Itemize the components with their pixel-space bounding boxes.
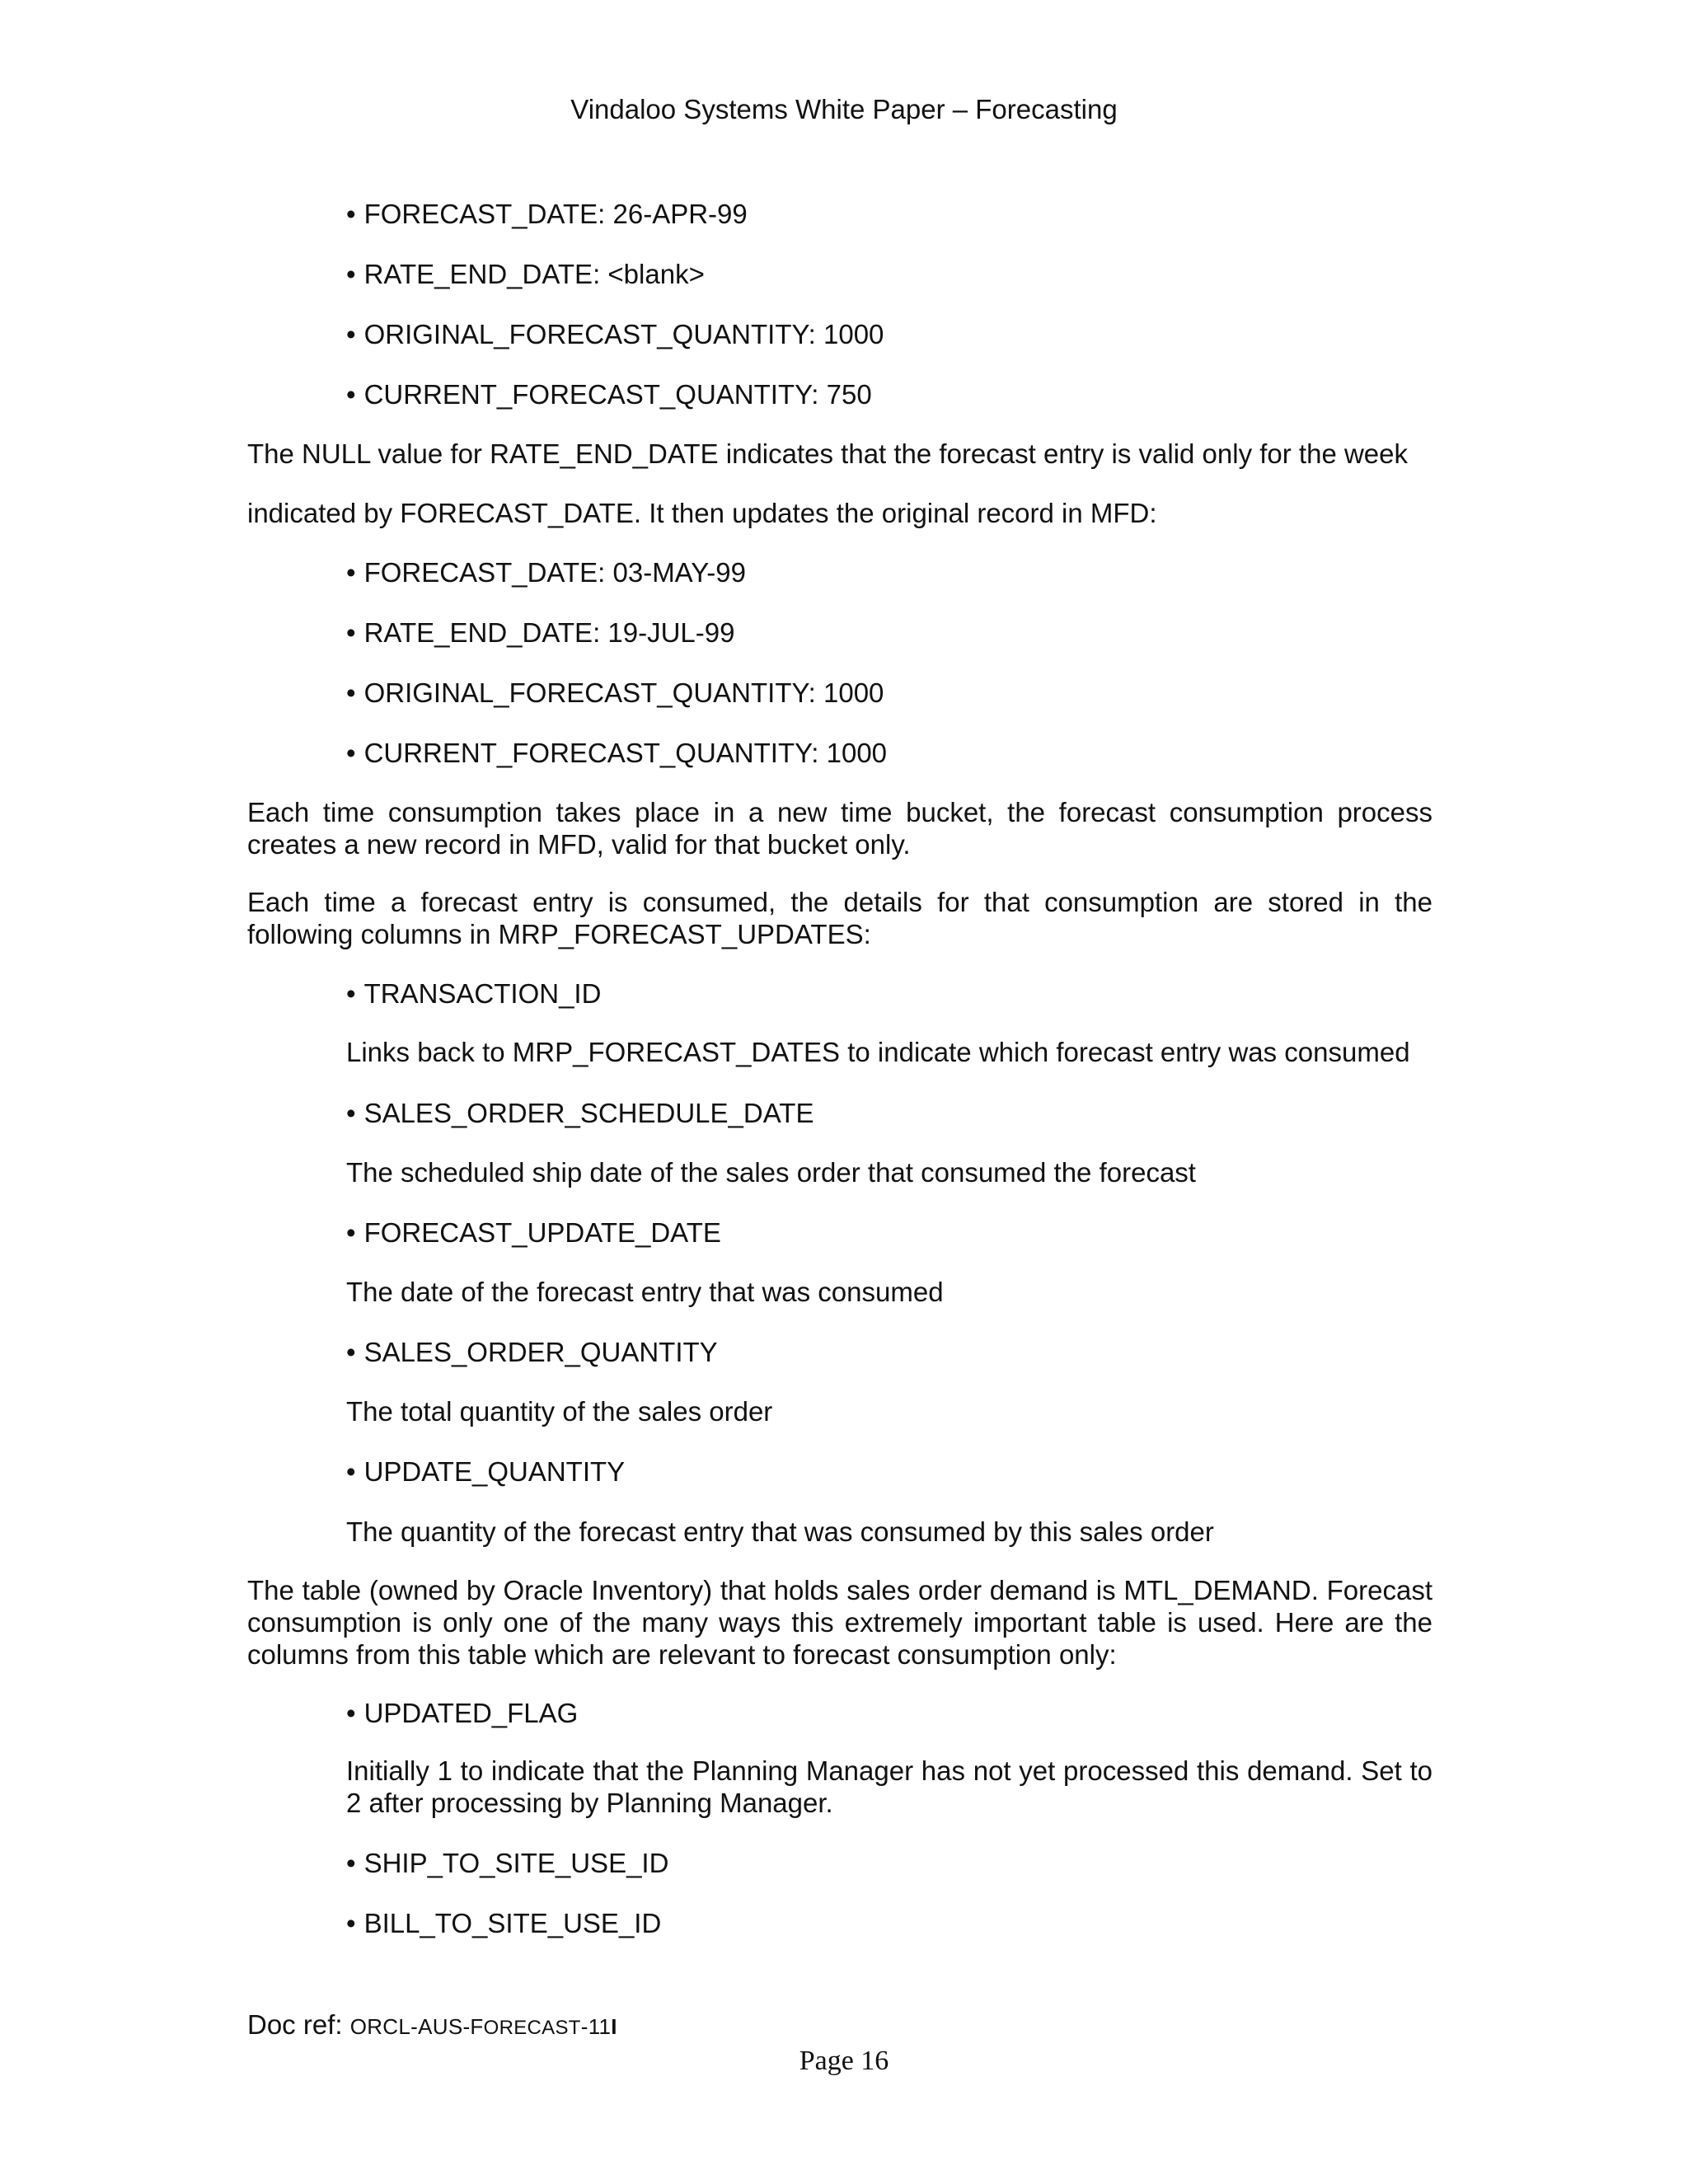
column-bullet: • SHIP_TO_SITE_USE_ID bbox=[346, 1848, 669, 1878]
bullet-item: • FORECAST_DATE: 03-MAY-99 bbox=[346, 557, 746, 588]
bullet-item: • RATE_END_DATE: <blank> bbox=[346, 259, 705, 289]
bullet-icon: • bbox=[346, 677, 356, 708]
page-header-title: Vindaloo Systems White Paper – Forecasting bbox=[570, 94, 1118, 124]
bullet-item: • RATE_END_DATE: 19-JUL-99 bbox=[346, 617, 735, 648]
bullet-icon: • bbox=[346, 978, 356, 1009]
bullet-icon: • bbox=[346, 379, 356, 410]
column-description: The scheduled ship date of the sales order that consumed the forecast bbox=[346, 1157, 1196, 1188]
doc-reference: Doc ref: ORCL-AUS-FORECAST-11I bbox=[247, 2009, 617, 2040]
bullet-item: • CURRENT_FORECAST_QUANTITY: 750 bbox=[346, 379, 872, 410]
column-bullet: • SALES_ORDER_QUANTITY bbox=[346, 1337, 718, 1367]
column-description: The total quantity of the sales order bbox=[346, 1396, 773, 1427]
bullet-icon: • bbox=[346, 1908, 356, 1938]
bullet-icon: • bbox=[346, 738, 356, 768]
bullet-icon: • bbox=[346, 617, 356, 648]
column-bullet: • TRANSACTION_ID bbox=[346, 978, 602, 1009]
column-bullet: • BILL_TO_SITE_USE_ID bbox=[346, 1908, 662, 1938]
bullet-item: • FORECAST_DATE: 26-APR-99 bbox=[346, 199, 748, 229]
column-bullet: • FORECAST_UPDATE_DATE bbox=[346, 1217, 721, 1248]
bullet-icon: • bbox=[346, 1848, 356, 1878]
column-bullet: • SALES_ORDER_SCHEDULE_DATE bbox=[346, 1098, 814, 1128]
column-bullet: • UPDATED_FLAG bbox=[346, 1698, 579, 1728]
bullet-icon: • bbox=[346, 259, 356, 289]
bullet-icon: • bbox=[346, 557, 356, 588]
bullet-icon: • bbox=[346, 1098, 356, 1128]
bullet-item: • ORIGINAL_FORECAST_QUANTITY: 1000 bbox=[346, 677, 884, 708]
bullet-icon: • bbox=[346, 1456, 356, 1487]
doc-reference-code: ORCL-AUS-FORECAST-11I bbox=[349, 2014, 617, 2039]
bullet-item: • ORIGINAL_FORECAST_QUANTITY: 1000 bbox=[346, 319, 884, 349]
column-description: Links back to MRP_FORECAST_DATES to indicate which forecast entry was consumed bbox=[346, 1037, 1410, 1067]
column-description: The date of the forecast entry that was consumed bbox=[346, 1277, 944, 1307]
bullet-icon: • bbox=[346, 199, 356, 229]
bullet-icon: • bbox=[346, 319, 356, 349]
paragraph-null-line-1: The NULL value for RATE_END_DATE indicates that the forecast entry is valid only for the week bbox=[247, 438, 1409, 469]
column-bullet: • UPDATE_QUANTITY bbox=[346, 1456, 626, 1487]
paragraph-mtl-demand: The table (owned by Oracle Inventory) that holds sales order demand is MTL_DEMAND. Forecast consumption is only one of the many ways this extremely important table is used. Here are the columns from this table which are relevant to forecast consumption only: bbox=[247, 1575, 1432, 1670]
paragraph-null-line-2: indicated by FORECAST_DATE. It then updates the original record in MFD: bbox=[247, 498, 1157, 528]
paragraph-time-bucket: Each time consumption takes place in a new time bucket, the forecast consumption process creates a new record in MFD, valid for that bucket only. bbox=[247, 797, 1432, 860]
bullet-icon: • bbox=[346, 1337, 356, 1367]
bullet-item: • CURRENT_FORECAST_QUANTITY: 1000 bbox=[346, 738, 888, 768]
bullet-icon: • bbox=[346, 1217, 356, 1248]
paragraph-forecast-updates: Each time a forecast entry is consumed, the details for that consumption are stored in the following columns in MRP_FORECAST_UPDATES: bbox=[247, 887, 1432, 949]
page-number: Page 16 bbox=[799, 2046, 889, 2076]
bullet-icon: • bbox=[346, 1698, 356, 1728]
column-description: Initially 1 to indicate that the Planning Manager has not yet processed this demand. Set to 2 after processing by Planning Manager. bbox=[346, 1755, 1432, 1818]
column-description: The quantity of the forecast entry that was consumed by this sales order bbox=[346, 1516, 1214, 1547]
